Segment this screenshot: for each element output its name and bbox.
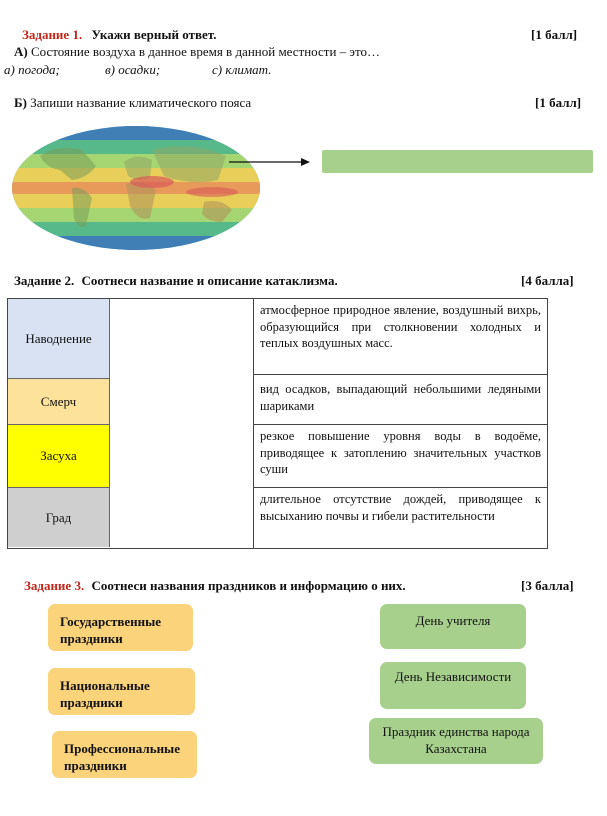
climate-zones-map (12, 126, 260, 250)
task2-title: Соотнеси название и описание катаклизма. (81, 273, 338, 288)
holiday-category-national[interactable]: Национальные праздники (48, 668, 195, 715)
cataclysm-name-tornado[interactable]: Смерч (8, 379, 110, 425)
task1-partB-points: [1 балл] (535, 95, 582, 110)
task1-header (22, 27, 216, 43)
task1-partB-question: Запиши название климатического пояса (30, 95, 252, 110)
task2-header (14, 273, 338, 289)
cataclysm-description-3[interactable]: резкое повышение уровня воды в водоёме, приводящее к затоплению значительных участков суши (254, 425, 547, 488)
climate-zone-answer-box[interactable] (322, 150, 593, 173)
task1-title: Укажи верный ответ. (91, 27, 217, 42)
task3-title: Соотнеси названия праздников и информацию о них. (91, 578, 406, 593)
task1-points: [1 балл] (531, 27, 578, 42)
task2-points: [4 балла] (521, 273, 574, 288)
cataclysm-description-4[interactable]: длительное отсутствие дождей, приводящее к высыханию почвы и гибели растительности (260, 492, 541, 523)
holiday-unity-day[interactable]: Праздник единства народа Казахстана (369, 718, 543, 764)
cataclysm-name-flood[interactable]: Наводнение (8, 299, 110, 379)
holiday-independence-day[interactable]: День Независимости (380, 662, 526, 709)
arrow-icon (228, 155, 312, 169)
holiday-teachers-day[interactable]: День учителя (380, 604, 526, 649)
task1-option-b[interactable]: в) осадки; (105, 62, 161, 77)
task1-partA-label: А) (14, 44, 28, 59)
task2-heading: Задание 2. (14, 273, 75, 288)
task1-partA-question: Состояние воздуха в данное время в данной местности – это… (30, 44, 380, 59)
cataclysm-description-1[interactable]: атмосферное природное явление, воздушный вихрь, образующийся при столкновении холодных и теплых воздушных масс. (254, 299, 547, 375)
cataclysm-name-drought[interactable]: Засуха (8, 425, 110, 488)
cataclysm-name-hail[interactable]: Град (8, 488, 110, 547)
holiday-category-state[interactable]: Государственные праздники (48, 604, 193, 651)
task1-option-a[interactable]: а) погода; (4, 62, 60, 77)
cataclysm-description-2[interactable]: вид осадков, выпадающий небольшими ледяными шариками (254, 375, 547, 425)
task3-header (24, 578, 406, 594)
task3-points: [3 балла] (521, 578, 574, 593)
task1-partB-line (14, 95, 251, 111)
cataclysm-table (7, 298, 548, 549)
holiday-category-professional[interactable]: Профессиональные праздники (52, 731, 197, 778)
task3-heading: Задание 3. (24, 578, 85, 593)
task1-heading: Задание 1. (22, 27, 83, 42)
task1-partA-question-line (14, 44, 380, 60)
task1-option-c[interactable]: с) климат. (212, 62, 272, 77)
task1-partB-label: Б) (14, 95, 27, 110)
matching-blank-column[interactable] (110, 299, 254, 548)
